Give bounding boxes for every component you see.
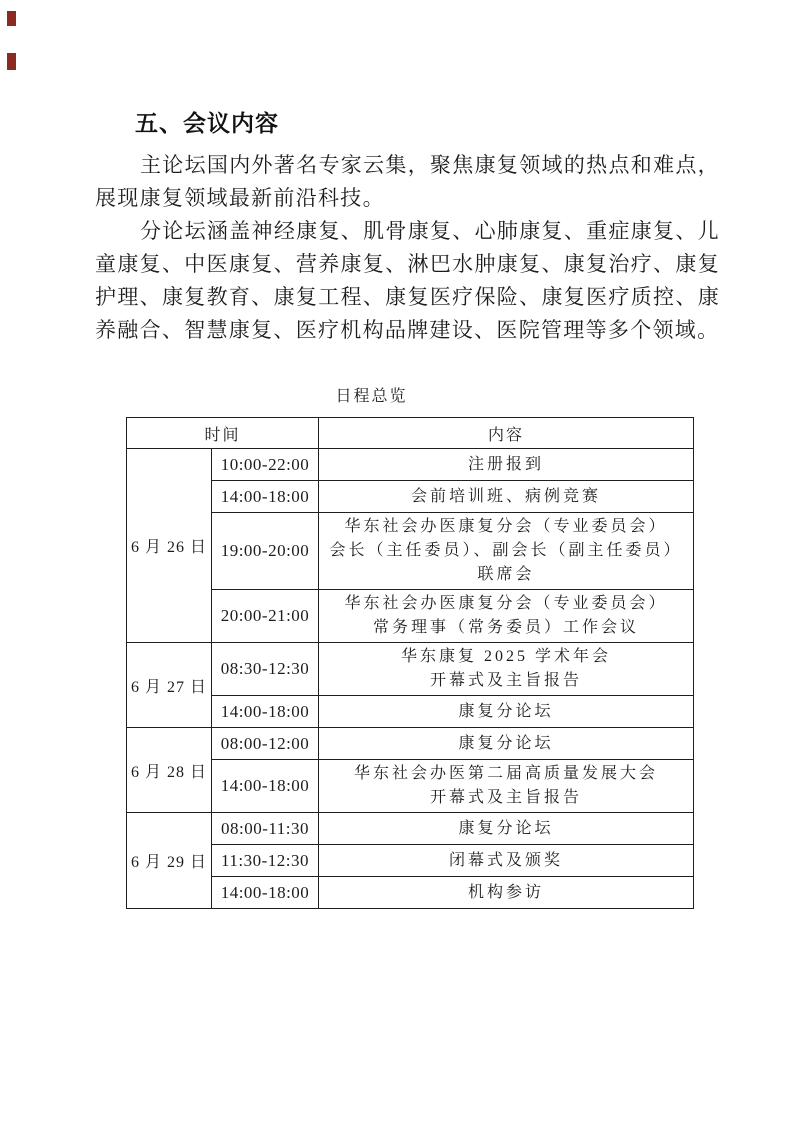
column-header-content: 内容: [319, 418, 694, 449]
content-cell: [319, 696, 694, 728]
time-cell: 14:00-18:00: [212, 877, 319, 909]
schedule-row: [127, 728, 694, 760]
schedule-row: [127, 760, 694, 813]
content-cell: [319, 813, 694, 845]
schedule-table: [126, 417, 694, 909]
schedule-row: [127, 845, 694, 877]
content-cell: [319, 728, 694, 760]
schedule-row: [127, 513, 694, 590]
content-cell: [319, 845, 694, 877]
content-cell: [319, 481, 694, 513]
paragraph-main-forum: 主论坛国内外著名专家云集，聚焦康复领域的热点和难点，展现康复领域最新前沿科技。: [95, 153, 720, 210]
content-line: 会前培训班、病例竞赛: [411, 487, 602, 505]
schedule-table-title: 日程总览: [335, 388, 408, 405]
content-line: 机构参访: [468, 883, 545, 901]
time-cell: 08:00-11:30: [212, 813, 319, 845]
content-line: 常务理事（常务委员）工作会议: [373, 619, 640, 636]
schedule-row: [127, 643, 694, 696]
date-cell-jun27: 6 月 27 日: [127, 643, 212, 728]
content-line: 开幕式及主旨报告: [430, 789, 583, 806]
paragraph-sub-forums: 分论坛涵盖神经康复、肌骨康复、心肺康复、重症康复、儿童康复、中医康复、营养康复、淋巴水肿康复、康复治疗、康复护理、康复教育、康复工程、康复医疗保险、康复医疗质控、康养融合、智慧康复、医疗机构品牌建设、医院管理等多个领域。: [95, 219, 720, 342]
time-cell: 14:00-18:00: [212, 760, 319, 813]
content-line: 华东康复 2025 学术年会: [401, 648, 612, 665]
schedule-row: [127, 449, 694, 481]
schedule-row: [127, 813, 694, 845]
content-line: 开幕式及主旨报告: [430, 672, 583, 689]
revision-mark-icon: [7, 11, 16, 26]
time-cell: 08:00-12:00: [212, 728, 319, 760]
schedule-header-row: [127, 418, 694, 449]
section-heading: 五、会议内容: [135, 110, 279, 136]
date-cell-jun26: 6 月 26 日: [127, 449, 212, 643]
time-cell: 14:00-18:00: [212, 481, 319, 513]
time-cell: 14:00-18:00: [212, 696, 319, 728]
date-cell-jun28: 6 月 28 日: [127, 728, 212, 813]
content-cell: [319, 760, 694, 813]
content-cell: [319, 449, 694, 481]
content-line: 康复分论坛: [458, 702, 554, 720]
content-line: 华东社会办医康复分会（专业委员会）: [344, 518, 668, 535]
content-line: 闭幕式及颁奖: [449, 851, 564, 869]
time-cell: 20:00-21:00: [212, 590, 319, 643]
content-line: 康复分论坛: [458, 819, 554, 837]
content-cell: [319, 877, 694, 909]
time-cell: 19:00-20:00: [212, 513, 319, 590]
content-line: 华东社会办医第二届高质量发展大会: [354, 765, 659, 782]
schedule-row: [127, 877, 694, 909]
content-line: 会长（主任委员）、副会长（副主任委员）联席会: [329, 542, 683, 583]
time-cell: 11:30-12:30: [212, 845, 319, 877]
time-cell: 08:30-12:30: [212, 643, 319, 696]
time-cell: 10:00-22:00: [212, 449, 319, 481]
content-cell: [319, 643, 694, 696]
column-header-time: 时间: [127, 418, 319, 449]
content-line: 康复分论坛: [458, 734, 554, 752]
schedule-row: [127, 696, 694, 728]
content-line: 华东社会办医康复分会（专业委员会）: [344, 595, 668, 612]
revision-mark-icon: [7, 53, 16, 70]
content-cell: [319, 513, 694, 590]
schedule-row: [127, 590, 694, 643]
date-cell-jun29: 6 月 29 日: [127, 813, 212, 909]
content-cell: [319, 590, 694, 643]
schedule-row: [127, 481, 694, 513]
content-line: 注册报到: [468, 455, 545, 473]
